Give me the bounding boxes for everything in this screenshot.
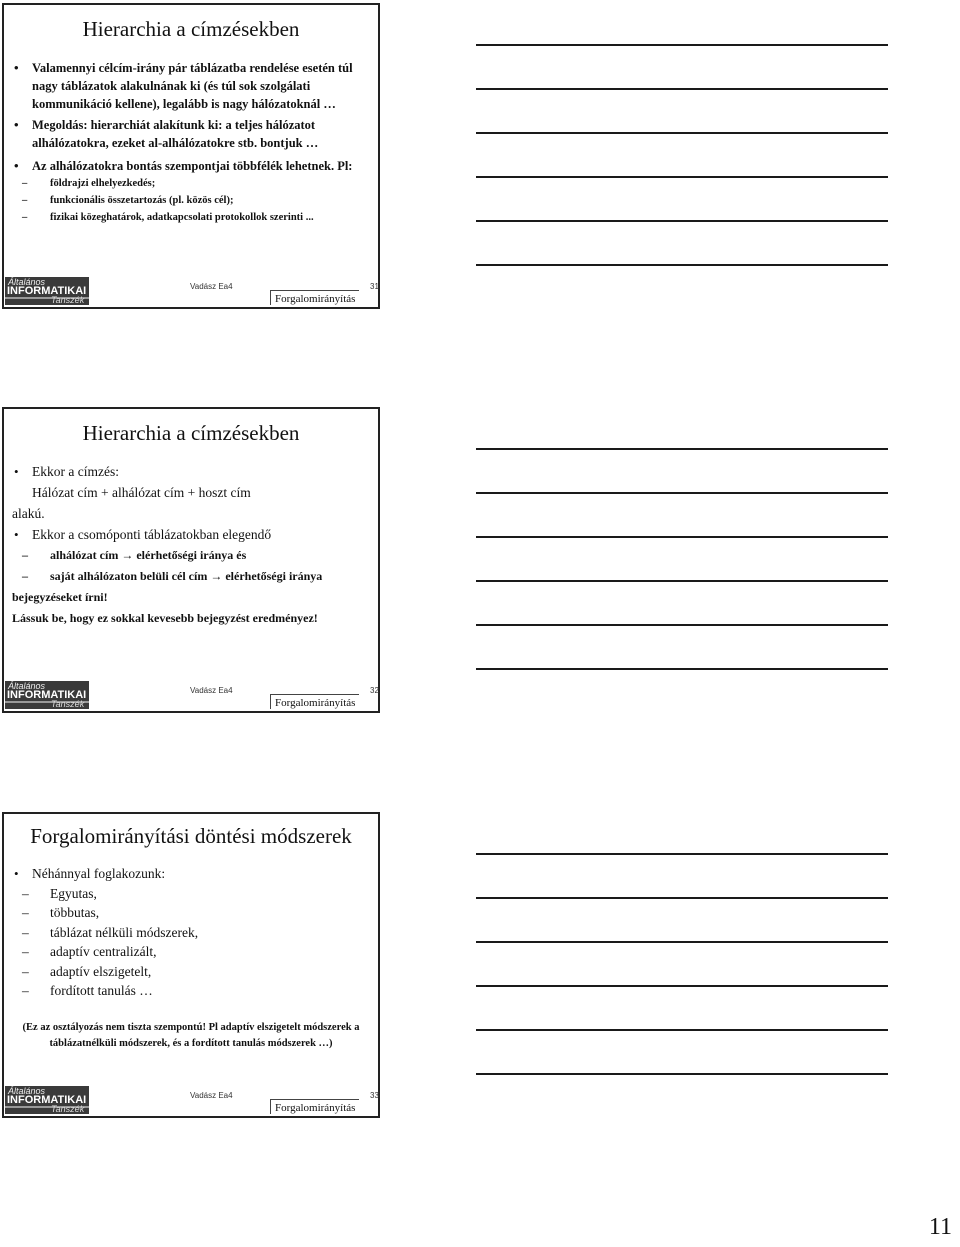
bullet-marker: • bbox=[14, 464, 19, 479]
notes-area-33 bbox=[476, 805, 888, 1105]
text-line: Ekkor a címzés: bbox=[32, 464, 119, 479]
text-line: bejegyzéseket írni! bbox=[12, 590, 108, 604]
dash-marker: – bbox=[22, 212, 28, 223]
dash-marker: – bbox=[22, 944, 29, 959]
sub-item bbox=[4, 942, 378, 962]
note-rule bbox=[476, 492, 888, 494]
sub-item bbox=[4, 566, 378, 587]
note-rule bbox=[476, 941, 888, 943]
dash-marker: – bbox=[22, 885, 29, 901]
sub-item bbox=[4, 192, 378, 209]
slide-footer bbox=[4, 275, 378, 307]
logo-text: Általános bbox=[8, 277, 46, 287]
dash-marker: – bbox=[22, 548, 28, 562]
bullet-marker: • bbox=[14, 117, 19, 132]
slide-note bbox=[4, 1020, 378, 1052]
bullet-item bbox=[4, 116, 378, 152]
slide-number: 31 bbox=[370, 282, 379, 291]
arrow-icon: → bbox=[121, 548, 134, 562]
note-rule bbox=[476, 853, 888, 855]
dash-marker: – bbox=[22, 924, 29, 940]
text-line: Hálózat cím + alhálózat cím + hoszt cím bbox=[32, 485, 251, 500]
text-line: alakú. bbox=[12, 506, 45, 521]
sheet-page-number: 11 bbox=[928, 1214, 952, 1240]
bullet-item bbox=[4, 59, 378, 113]
text-line: táblázat nélküli módszerek, bbox=[50, 924, 199, 940]
indent-item bbox=[4, 482, 378, 503]
bullet-marker: • bbox=[14, 158, 19, 173]
sub-item bbox=[4, 962, 378, 982]
dash-marker: – bbox=[22, 195, 28, 206]
plain-item bbox=[4, 587, 378, 608]
logo-text: Tanszék bbox=[51, 1104, 85, 1114]
note-rule bbox=[476, 668, 888, 670]
note-rule bbox=[476, 448, 888, 450]
logo-text: Tanszék bbox=[51, 295, 85, 305]
text-line: Az alhálózatokra bontás szempontjai többfélék lehetnek. Pl: bbox=[32, 159, 353, 173]
notes-area-31 bbox=[476, 0, 888, 300]
bullet-item bbox=[4, 864, 378, 884]
slide-31 bbox=[2, 3, 380, 309]
slide-number: 32 bbox=[370, 686, 379, 695]
note-rule bbox=[476, 220, 888, 222]
text-line: adaptív elszigetelt, bbox=[50, 963, 152, 979]
text-segment: elérhetőségi iránya bbox=[225, 569, 323, 583]
slide-title: Forgalomirányítási döntési módszerek bbox=[30, 824, 352, 848]
bullet-marker: • bbox=[14, 527, 19, 542]
text-segment: alhálózat cím bbox=[50, 548, 119, 562]
note-rule bbox=[476, 264, 888, 266]
sub-item bbox=[4, 209, 378, 226]
text-line: alhálózatokra, ezeket al-alhálózatokre stb. bontjuk … bbox=[32, 136, 319, 150]
sub-item bbox=[4, 175, 378, 192]
bullet-marker: • bbox=[14, 866, 19, 881]
note-line: (Ez az osztályozás nem tiszta szempontú! Pl adaptív elszigetelt módszerek a bbox=[22, 1022, 360, 1033]
sub-item bbox=[4, 884, 378, 904]
note-rule bbox=[476, 624, 888, 626]
slide-number: 33 bbox=[370, 1091, 379, 1100]
text-line: funkcionális összetartozás (pl. közös cél); bbox=[50, 195, 234, 206]
slide-footer bbox=[4, 679, 378, 711]
bullet-marker: • bbox=[14, 60, 19, 75]
footer-author: Vadász Ea4 bbox=[190, 686, 233, 695]
note-rule bbox=[476, 44, 888, 46]
note-rule bbox=[476, 1029, 888, 1031]
slide-content bbox=[4, 59, 378, 226]
logo-text: Általános bbox=[8, 1086, 46, 1096]
slide-footer bbox=[4, 1084, 378, 1116]
department-logo bbox=[5, 277, 89, 305]
logo-text: INFORMATIKAI bbox=[7, 1094, 87, 1106]
logo-text: INFORMATIKAI bbox=[7, 689, 87, 701]
department-logo bbox=[5, 681, 89, 709]
note-rule bbox=[476, 985, 888, 987]
footer-course: Forgalomirányítás bbox=[270, 290, 359, 305]
bullet-item bbox=[4, 157, 378, 175]
dash-marker: – bbox=[22, 178, 28, 189]
sub-item bbox=[4, 923, 378, 943]
slide-title: Hierarchia a címzésekben bbox=[82, 17, 300, 41]
text-line: nagy táblázatok alakulnának ki (és túl sok szolgálati bbox=[32, 79, 311, 93]
text-line: Egyutas, bbox=[50, 885, 97, 901]
text-segment: saját alhálózaton belüli cél cím bbox=[50, 569, 208, 583]
logo-text: Tanszék bbox=[51, 699, 85, 709]
text-line: fizikai közeghatárok, adatkapcsolati protokollok szerinti ... bbox=[50, 212, 314, 223]
dash-marker: – bbox=[22, 963, 29, 979]
slide-title: Hierarchia a címzésekben bbox=[82, 421, 300, 445]
slide-32 bbox=[2, 407, 380, 713]
footer-course: Forgalomirányítás bbox=[270, 694, 359, 709]
note-rule bbox=[476, 1073, 888, 1075]
text-line: Valamennyi célcím-irány pár táblázatba rendelése esetén túl bbox=[32, 61, 353, 75]
text-line: többutas, bbox=[50, 905, 100, 920]
dash-marker: – bbox=[22, 983, 29, 998]
note-rule bbox=[476, 897, 888, 899]
footer-author: Vadász Ea4 bbox=[190, 282, 233, 291]
slide-content bbox=[4, 461, 378, 629]
text-line: Néhánnyal foglakozunk: bbox=[32, 866, 166, 881]
text-line: adaptív centralizált, bbox=[50, 944, 157, 959]
note-rule bbox=[476, 176, 888, 178]
text-line: Lássuk be, hogy ez sokkal kevesebb bejegyzést eredményez! bbox=[12, 611, 318, 625]
note-line: táblázatnélküli módszerek, és a fordított tanulás módszerek …) bbox=[49, 1038, 333, 1049]
logo-text: INFORMATIKAI bbox=[7, 285, 87, 297]
bullet-item bbox=[4, 524, 378, 545]
note-rule bbox=[476, 132, 888, 134]
arrow-icon: → bbox=[210, 569, 223, 583]
note-rule bbox=[476, 580, 888, 582]
logo-text: Általános bbox=[8, 681, 46, 691]
text-line: Ekkor a csomóponti táblázatokban elegendő bbox=[32, 527, 272, 542]
text-line: fordított tanulás … bbox=[50, 983, 153, 998]
sub-item bbox=[4, 903, 378, 923]
footer-author: Vadász Ea4 bbox=[190, 1091, 233, 1100]
plain-item bbox=[4, 503, 378, 524]
text-line: kommunikáció kellene), legalább is nagy hálózatoknál … bbox=[32, 97, 336, 111]
text-line: földrajzi elhelyezkedés; bbox=[50, 178, 156, 189]
slide-content bbox=[4, 864, 378, 1001]
notes-area-32 bbox=[476, 400, 888, 700]
text-segment: elérhetőségi iránya és bbox=[136, 548, 247, 562]
bullet-item bbox=[4, 461, 378, 482]
note-rule bbox=[476, 88, 888, 90]
footer-course: Forgalomirányítás bbox=[270, 1099, 359, 1114]
department-logo bbox=[5, 1086, 89, 1114]
dash-marker: – bbox=[22, 905, 29, 920]
text-line: Megoldás: hierarchiát alakítunk ki: a teljes hálózatot bbox=[32, 118, 316, 132]
sub-item bbox=[4, 545, 378, 566]
slide-33 bbox=[2, 812, 380, 1118]
sub-item bbox=[4, 981, 378, 1001]
note-rule bbox=[476, 536, 888, 538]
dash-marker: – bbox=[22, 569, 28, 583]
plain-item bbox=[4, 608, 378, 629]
